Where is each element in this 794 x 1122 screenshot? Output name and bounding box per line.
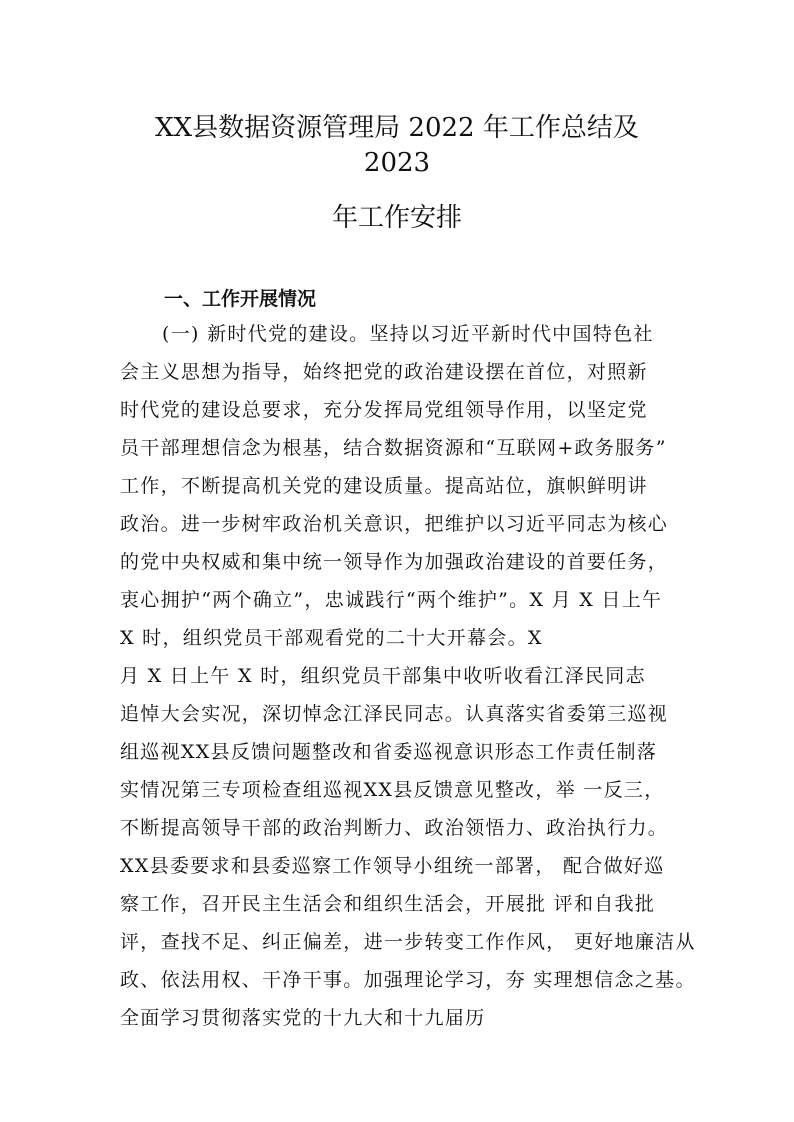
body-line-18: 政、依法用权、干净干事。加强理论学习，夯 实理想信念之基。 — [120, 969, 696, 991]
title-line-2: 2023 — [363, 148, 431, 178]
body-line-5: 工作，不断提高机关党的建设质量。提高站位，旗帜鲜明讲 — [120, 475, 648, 497]
body-line-15: XX县委要求和县委巡察工作领导小组统一部署， 配合做好巡 — [120, 855, 665, 877]
title-line-3: 年工作安排 — [331, 203, 462, 233]
body-line-8: 衷心拥护“两个确立”，忠诚践行“两个维护”。X 月 X 日上午 — [120, 589, 663, 611]
section-heading: 一、工作开展情况 — [164, 288, 317, 310]
body-line-12: 组巡视XX县反馈问题整改和省委巡视意识形态工作责任制落 — [120, 741, 658, 763]
body-line-13: 实情况第三专项检查组巡视XX县反馈意见整改，举 一反三， — [120, 779, 665, 801]
title-line-1: XX县数据资源管理局 2022 年工作总结及 — [155, 113, 639, 143]
body-line-19: 全面学习贯彻落实党的十九大和十九届历 — [120, 1007, 486, 1029]
body-line-4: 员干部理想信念为根基，结合数据资源和“互联网+政务服务” — [120, 437, 667, 459]
body-line-11: 追悼大会实况，深切悼念江泽民同志。认真落实省委第三巡视 — [120, 703, 669, 725]
body-line-7: 的党中央权威和集中统一领导作为加强政治建设的首要任务， — [120, 551, 669, 573]
body-line-14: 不断提高领导干部的政治判断力、政治领悟力、政治执行力。 — [120, 817, 669, 839]
body-line-16: 察工作，召开民主生活会和组织生活会，开展批 评和自我批 — [120, 893, 656, 915]
body-line-6: 政治。进一步树牢政治机关意识，把维护以习近平同志为核心 — [120, 513, 669, 535]
body-line-9: X 时，组织党员干部观看党的二十大开幕会。X — [120, 627, 543, 649]
body-line-3: 时代党的建设总要求，充分发挥局党组领导作用，以坚定党 — [120, 399, 648, 421]
body-line-2: 会主义思想为指导，始终把党的政治建设摆在首位，对照新 — [120, 361, 648, 383]
body-line-1: (一) 新时代党的建设。坚持以习近平新时代中国特色社 — [162, 323, 654, 345]
body-line-17: 评，查找不足、纠正偏差，进一步转变工作作风， 更好地廉洁从 — [120, 931, 696, 953]
body-line-10: 月 X 日上午 X 时，组织党员干部集中收听收看江泽民同志 — [120, 665, 646, 687]
